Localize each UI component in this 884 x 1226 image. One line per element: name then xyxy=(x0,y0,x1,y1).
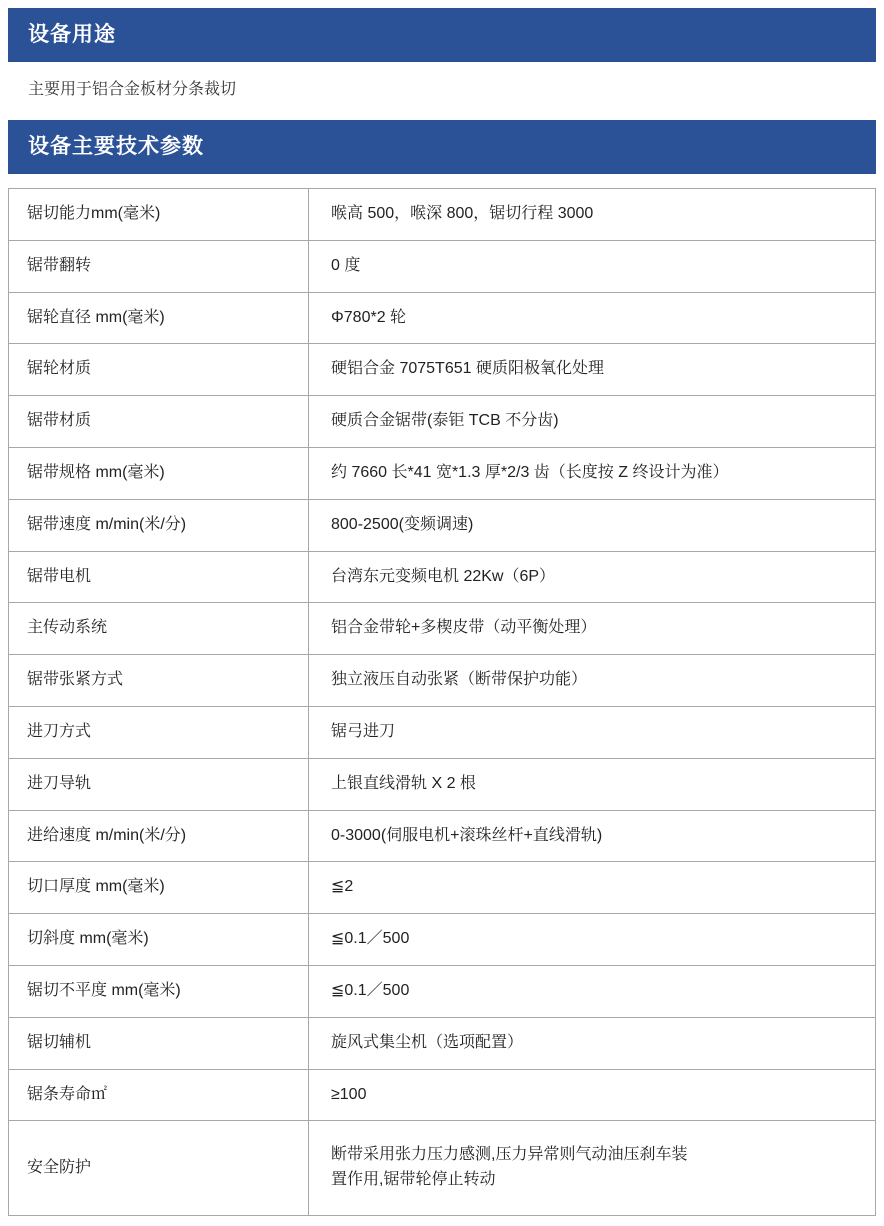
spec-label: 主传动系统 xyxy=(9,603,309,655)
spec-label: 锯切辅机 xyxy=(9,1017,309,1069)
spec-value: 上银直线滑轨 X 2 根 xyxy=(309,758,876,810)
spec-label: 进刀导轨 xyxy=(9,758,309,810)
spec-label: 锯切能力mm(毫米) xyxy=(9,189,309,241)
section-header-usage: 设备用途 xyxy=(8,8,876,62)
spec-value: 旋风式集尘机（选项配置） xyxy=(309,1017,876,1069)
spec-value: 0-3000(伺服电机+滚珠丝杆+直线滑轨) xyxy=(309,810,876,862)
table-row xyxy=(9,706,876,758)
spec-label: 切斜度 mm(毫米) xyxy=(9,914,309,966)
table-row xyxy=(9,1017,876,1069)
spec-value: 锯弓进刀 xyxy=(309,706,876,758)
spec-label: 锯条寿命㎡ xyxy=(9,1069,309,1121)
table-row xyxy=(9,655,876,707)
spec-label: 锯带材质 xyxy=(9,396,309,448)
spec-label: 锯轮材质 xyxy=(9,344,309,396)
spec-value: 独立液压自动张紧（断带保护功能） xyxy=(309,655,876,707)
spec-label: 安全防护 xyxy=(9,1121,309,1216)
usage-description: 主要用于铝合金板材分条裁切 xyxy=(28,81,237,98)
spec-label: 锯切不平度 mm(毫米) xyxy=(9,965,309,1017)
table-row xyxy=(9,914,876,966)
spec-value: 断带采用张力压力感测,压力异常则气动油压刹车装 置作用,锯带轮停止转动 xyxy=(309,1121,876,1216)
spec-label: 锯带速度 m/min(米/分) xyxy=(9,499,309,551)
spec-value: ≦0.1／500 xyxy=(309,965,876,1017)
spec-value: 铝合金带轮+多楔皮带（动平衡处理） xyxy=(309,603,876,655)
specs-table-body xyxy=(9,189,876,1216)
table-row xyxy=(9,965,876,1017)
specs-table xyxy=(8,188,876,1216)
spec-value: ≦2 xyxy=(309,862,876,914)
table-row xyxy=(9,447,876,499)
table-row xyxy=(9,499,876,551)
spec-value: 喉高 500，喉深 800，锯切行程 3000 xyxy=(309,189,876,241)
section-header-specs: 设备主要技术参数 xyxy=(8,120,876,174)
spec-value: Φ780*2 轮 xyxy=(309,292,876,344)
spec-label: 锯带翻转 xyxy=(9,240,309,292)
table-row xyxy=(9,344,876,396)
spec-value: ≦0.1／500 xyxy=(309,914,876,966)
spec-label: 进刀方式 xyxy=(9,706,309,758)
table-row xyxy=(9,758,876,810)
table-row xyxy=(9,240,876,292)
table-row xyxy=(9,189,876,241)
spec-label: 切口厚度 mm(毫米) xyxy=(9,862,309,914)
table-row xyxy=(9,292,876,344)
table-row xyxy=(9,810,876,862)
spec-sheet-page xyxy=(0,8,884,1216)
spec-value: 硬质合金锯带(泰钜 TCB 不分齿) xyxy=(309,396,876,448)
table-row xyxy=(9,551,876,603)
spec-label: 锯带张紧方式 xyxy=(9,655,309,707)
spec-value: 约 7660 长*41 宽*1.3 厚*2/3 齿（长度按 Z 终设计为准） xyxy=(309,447,876,499)
table-row xyxy=(9,1069,876,1121)
table-row xyxy=(9,603,876,655)
spec-label: 锯带规格 mm(毫米) xyxy=(9,447,309,499)
spec-label: 进给速度 m/min(米/分) xyxy=(9,810,309,862)
spec-value: 硬铝合金 7075T651 硬质阳极氧化处理 xyxy=(309,344,876,396)
table-row xyxy=(9,1121,876,1216)
spec-value: 800-2500(变频调速) xyxy=(309,499,876,551)
spec-label: 锯带电机 xyxy=(9,551,309,603)
table-row xyxy=(9,396,876,448)
spec-value: 台湾东元变频电机 22Kw（6P） xyxy=(309,551,876,603)
spec-value: 0 度 xyxy=(309,240,876,292)
spec-label: 锯轮直径 mm(毫米) xyxy=(9,292,309,344)
table-row xyxy=(9,862,876,914)
spec-value: ≥100 xyxy=(309,1069,876,1121)
